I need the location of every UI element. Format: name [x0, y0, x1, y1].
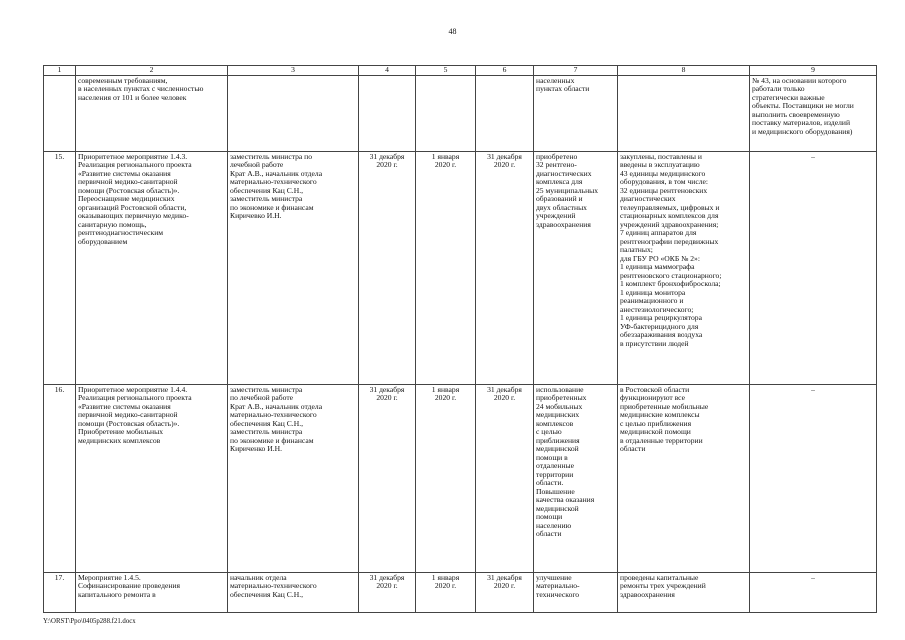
- problems-cell: –: [750, 151, 877, 384]
- expected-result-cell: приобретено 32 рентгено- диагностических комплекса для 25 муниципальных образований и двух областных учреждений здравоохранения: [534, 151, 618, 384]
- footer-file-path: Y:\ORST\Ppo\0405p288.f21.docx: [43, 618, 136, 625]
- end-date-cell: [476, 75, 534, 151]
- row-number: 15.: [44, 151, 76, 384]
- responsible-cell: заместитель министра по лечебной работе Крат А.В., начальник отдела материально-технического обеспечения Кац С.Н., заместитель министра по экономике и финансам Кириченко И.Н.: [228, 384, 359, 572]
- end-date-cell: 31 декабря 2020 г.: [476, 572, 534, 612]
- end-date-cell: 31 декабря 2020 г.: [476, 151, 534, 384]
- page-number: 48: [448, 27, 457, 36]
- achieved-result-cell: проведены капитальные ремонты трех учреждений здравоохранения: [618, 572, 750, 612]
- start-date-cell: 1 января 2020 г.: [416, 572, 476, 612]
- table-row: [44, 384, 877, 572]
- expected-result-cell: населенных пунктах области: [534, 75, 618, 151]
- measure-cell: Приоритетное мероприятие 1.4.4. Реализация регионального проекта «Развитие системы оказания первичной медико-санитарной помощи (Ростовская область)». Приобретение мобильных медицинских комплексов: [76, 384, 228, 572]
- expected-result-cell: улучшение материально- технического: [534, 572, 618, 612]
- column-number: 4: [359, 66, 416, 76]
- responsible-cell: начальник отдела материально-технического обеспечения Кац С.Н.,: [228, 572, 359, 612]
- column-number: 3: [228, 66, 359, 76]
- planned-date-cell: 31 декабря 2020 г.: [359, 384, 416, 572]
- achieved-result-cell: в Ростовской области функционируют все приобретенные мобильные медицинские комплексы с целью приближения медицинской помощи в отдаленные территории области: [618, 384, 750, 572]
- row-number: 16.: [44, 384, 76, 572]
- column-number: 7: [534, 66, 618, 76]
- planned-date-cell: 31 декабря 2020 г.: [359, 151, 416, 384]
- table-row: [44, 75, 877, 151]
- expected-result-cell: использование приобретенных 24 мобильных медицинских комплексов с целью приближения медицинской помощи в отдаленные территории области. Повышение качества оказания медицинской помощи населению области: [534, 384, 618, 572]
- table-row: [44, 572, 877, 612]
- responsible-cell: заместитель министра по лечебной работе Крат А.В., начальник отдела материально-технического обеспечения Кац С.Н., заместитель министра по экономике и финансам Киричевко И.Н.: [228, 151, 359, 384]
- planned-date-cell: [359, 75, 416, 151]
- row-number: 17.: [44, 572, 76, 612]
- start-date-cell: 1 января 2020 г.: [416, 151, 476, 384]
- start-date-cell: [416, 75, 476, 151]
- column-number: 8: [618, 66, 750, 76]
- end-date-cell: 31 декабря 2020 г.: [476, 384, 534, 572]
- problems-cell: № 43, на основании которого работали только стратегически важные объекты. Поставщики не могли выполнить своевременную поставку материалов, изделий и медицинского оборудования): [750, 75, 877, 151]
- column-number: 1: [44, 66, 76, 76]
- achieved-result-cell: [618, 75, 750, 151]
- measure-cell: Мероприятие 1.4.5. Софинансирование проведения капитального ремонта в: [76, 572, 228, 612]
- problems-cell: –: [750, 384, 877, 572]
- column-number-row: [44, 66, 877, 76]
- column-number: 2: [76, 66, 228, 76]
- measure-cell: Приоритетное мероприятие 1.4.3. Реализация регионального проекта «Развитие системы оказания первичной медико-санитарной помощи (Ростовская область)». Переоснащение медицинских организаций Ростовской области, оказывающих первичную медико- санитарную помощь, рентгенодиагностическим оборудованием: [76, 151, 228, 384]
- measure-cell: современным требованиям, в населенных пунктах с численностью населения от 101 и более человек: [76, 75, 228, 151]
- planned-date-cell: 31 декабря 2020 г.: [359, 572, 416, 612]
- column-number: 9: [750, 66, 877, 76]
- achieved-result-cell: закуплены, поставлены и введены в эксплуатацию 43 единицы медицинского оборудования, в том числе: 32 единицы рентгеновских диагностических телеуправляемых, цифровых и стационарных комплексов для учреждений здравоохранения; 7 единиц аппаратов для рентгенографии передвижных палатных; для ГБУ РО «ОКБ № 2»: 1 единица маммографа рентгеновского стационарного; 1 комплект бронхофибросколa; 1 единица монитора реанимационного и анестезиологического; 1 единица рециркулятора УФ-бактерицидного для обеззараживания воздуха в присутствии людей: [618, 151, 750, 384]
- problems-cell: –: [750, 572, 877, 612]
- column-number: 5: [416, 66, 476, 76]
- column-number: 6: [476, 66, 534, 76]
- table-row: [44, 151, 877, 384]
- report-table: [43, 65, 877, 613]
- start-date-cell: 1 января 2020 г.: [416, 384, 476, 572]
- responsible-cell: [228, 75, 359, 151]
- row-number: [44, 75, 76, 151]
